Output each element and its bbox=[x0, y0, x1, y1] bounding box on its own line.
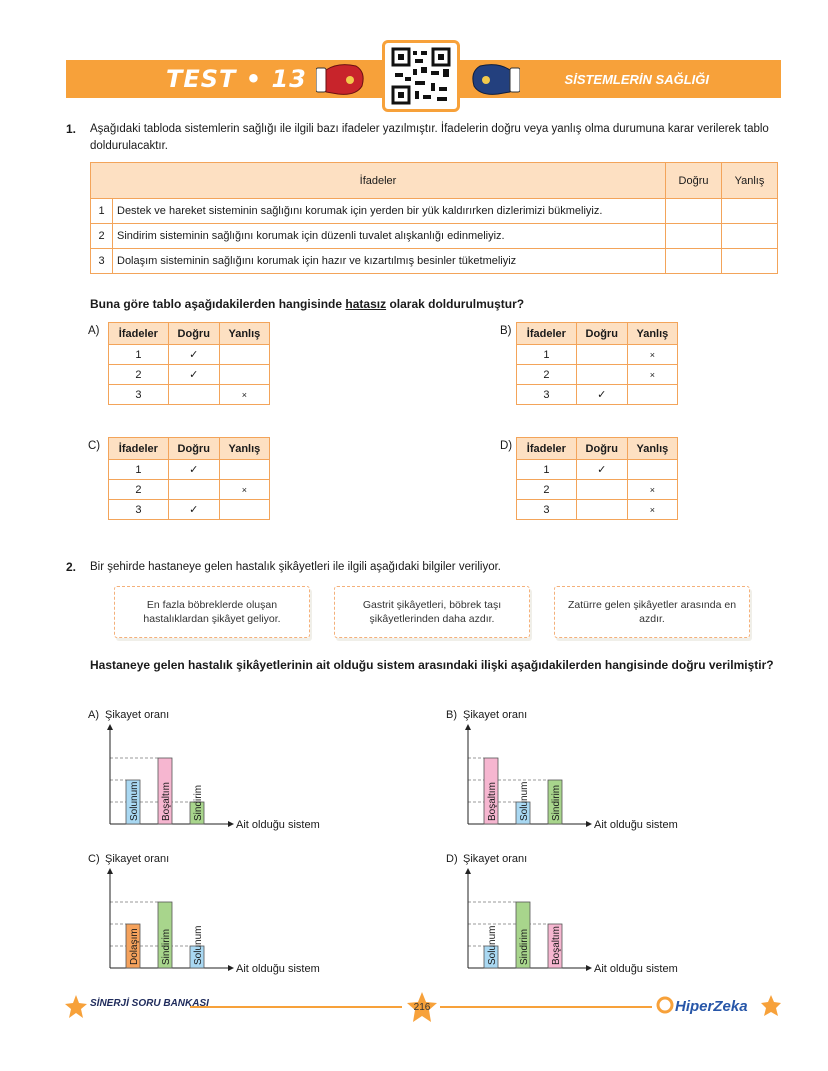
qr-code-frame bbox=[382, 40, 460, 112]
row-number: 2 bbox=[517, 480, 577, 500]
question-1-intro: Aşağıdaki tabloda sistemlerin sağlığı ile ilgili bazı ifadeler yazılmıştır. İfadelerin doğru veya yanlış olma durumuna karar verilerek tablo doldurulacaktır. bbox=[90, 123, 769, 152]
true-mark: ✓ bbox=[576, 385, 627, 405]
subject-title: SİSTEMLERİN SAĞLIĞI bbox=[564, 72, 709, 87]
row-number: 3 bbox=[517, 385, 577, 405]
row-number: 2 bbox=[109, 365, 169, 385]
option-header: Doğru bbox=[576, 323, 627, 345]
bar-label: Solunum bbox=[129, 781, 140, 821]
option-header: Yanlış bbox=[627, 323, 677, 345]
option-header: Yanlış bbox=[627, 438, 677, 460]
prompt-post: olarak doldurulmuştur? bbox=[389, 297, 525, 311]
option-header: Doğru bbox=[168, 438, 219, 460]
option-table[interactable] bbox=[516, 437, 678, 520]
true-mark bbox=[576, 500, 627, 520]
row-number: 2 bbox=[91, 224, 113, 249]
y-axis-arrow bbox=[465, 724, 471, 730]
table-row bbox=[517, 345, 678, 365]
false-mark: × bbox=[627, 480, 677, 500]
row-number: 3 bbox=[109, 500, 169, 520]
bar-label: Solunum bbox=[519, 781, 530, 821]
bar-chart bbox=[88, 848, 338, 978]
table-row bbox=[517, 385, 678, 405]
x-axis-label: Ait olduğu sistem bbox=[236, 819, 320, 831]
false-cell bbox=[722, 249, 778, 274]
row-number: 2 bbox=[517, 365, 577, 385]
row-statement: Sindirim sisteminin sağlığını korumak için düzenli tuvalet alışkanlığı edinmeliyiz. bbox=[113, 224, 666, 249]
row-number: 1 bbox=[91, 199, 113, 224]
false-mark bbox=[219, 345, 269, 365]
header-statements: İfadeler bbox=[91, 163, 666, 199]
table-row bbox=[517, 480, 678, 500]
true-mark bbox=[168, 480, 219, 500]
chart-option-label: A) bbox=[88, 709, 99, 721]
y-axis-arrow bbox=[465, 868, 471, 874]
bar-label: Dolaşım bbox=[129, 928, 140, 965]
row-number: 1 bbox=[517, 460, 577, 480]
table-row bbox=[91, 224, 778, 249]
prompt-pre: Buna göre tablo aşağıdakilerden hangisinde bbox=[90, 297, 343, 311]
chart-option-label: D) bbox=[446, 853, 458, 865]
table-row bbox=[517, 500, 678, 520]
header-false: Yanlış bbox=[722, 163, 778, 199]
row-number: 3 bbox=[109, 385, 169, 405]
question-2-prompt: Hastaneye gelen hastalık şikâyetlerinin ait olduğu sistem arasındaki ilişki aşağıdakilerden hangisinde doğru verilmiştir? bbox=[90, 658, 774, 672]
info-card: Gastrit şikâyetleri, böbrek taşı şikâyetlerinden daha azdır. bbox=[334, 586, 530, 638]
true-mark: ✓ bbox=[576, 460, 627, 480]
option-header: Yanlış bbox=[219, 438, 269, 460]
table-row bbox=[109, 460, 270, 480]
info-card: En fazla böbreklerde oluşan hastalıklardan şikâyet geliyor. bbox=[114, 586, 310, 638]
question-1-prompt bbox=[90, 295, 524, 313]
table-row bbox=[517, 460, 678, 480]
false-mark: × bbox=[627, 500, 677, 520]
true-mark bbox=[576, 345, 627, 365]
question-2-number: 2. bbox=[66, 560, 77, 574]
x-axis-label: Ait olduğu sistem bbox=[594, 819, 678, 831]
false-mark bbox=[219, 460, 269, 480]
row-number: 2 bbox=[109, 480, 169, 500]
true-mark bbox=[168, 385, 219, 405]
bar-label: Solunum bbox=[193, 925, 204, 965]
option-table[interactable] bbox=[108, 322, 270, 405]
false-mark bbox=[219, 365, 269, 385]
qr-code-icon[interactable] bbox=[385, 43, 457, 109]
bar-chart bbox=[446, 848, 696, 978]
statements-table bbox=[90, 162, 778, 274]
row-number: 3 bbox=[517, 500, 577, 520]
info-card: Zatürre gelen şikâyetler arasında en azdır. bbox=[554, 586, 750, 638]
x-axis-arrow bbox=[586, 965, 592, 971]
row-statement: Dolaşım sisteminin sağlığını korumak için hazır ve kızartılmış besinler tüketmeliyiz bbox=[113, 249, 666, 274]
y-axis-arrow bbox=[107, 724, 113, 730]
option-table[interactable] bbox=[516, 322, 678, 405]
table-row bbox=[109, 500, 270, 520]
blue-boxing-glove-icon bbox=[470, 62, 520, 98]
chart-option-label: B) bbox=[446, 709, 457, 721]
false-mark bbox=[219, 500, 269, 520]
y-axis-label: Şikayet oranı bbox=[463, 709, 528, 721]
table-row bbox=[109, 345, 270, 365]
false-mark bbox=[627, 460, 677, 480]
bar-label: Solunum bbox=[487, 925, 498, 965]
option-header: Doğru bbox=[168, 323, 219, 345]
bar-label: Sindirim bbox=[193, 784, 204, 821]
true-mark bbox=[576, 365, 627, 385]
option-label: B) bbox=[500, 325, 512, 337]
bar-label: Boşaltım bbox=[551, 926, 562, 965]
false-cell bbox=[722, 199, 778, 224]
x-axis-arrow bbox=[586, 821, 592, 827]
table-row bbox=[517, 365, 678, 385]
true-cell bbox=[666, 199, 722, 224]
x-axis-label: Ait olduğu sistem bbox=[594, 963, 678, 975]
brand-logo-icon bbox=[656, 996, 674, 1014]
table-row bbox=[109, 480, 270, 500]
option-header: Yanlış bbox=[219, 323, 269, 345]
bar-chart bbox=[88, 704, 338, 834]
true-mark: ✓ bbox=[168, 365, 219, 385]
option-header: İfadeler bbox=[517, 438, 577, 460]
true-mark: ✓ bbox=[168, 500, 219, 520]
x-axis-label: Ait olduğu sistem bbox=[236, 963, 320, 975]
y-axis-arrow bbox=[107, 868, 113, 874]
footer-brand: HiperZeka bbox=[675, 998, 748, 1015]
false-mark: × bbox=[627, 345, 677, 365]
y-axis-label: Şikayet oranı bbox=[105, 853, 170, 865]
option-header: İfadeler bbox=[109, 323, 169, 345]
chart-option-label: C) bbox=[88, 853, 100, 865]
bar-label: Sindirim bbox=[551, 784, 562, 821]
false-mark bbox=[627, 385, 677, 405]
option-header: İfadeler bbox=[109, 438, 169, 460]
bar-label: Sindirim bbox=[519, 928, 530, 965]
row-number: 1 bbox=[109, 460, 169, 480]
option-label: A) bbox=[88, 325, 100, 337]
option-header: İfadeler bbox=[517, 323, 577, 345]
row-number: 3 bbox=[91, 249, 113, 274]
bar-label: Boşaltım bbox=[487, 782, 498, 821]
table-row bbox=[109, 365, 270, 385]
row-statement: Destek ve hareket sisteminin sağlığını korumak için yerden bir yük kaldırırken dizlerimizi bükmeliyiz. bbox=[113, 199, 666, 224]
option-label: D) bbox=[500, 440, 513, 452]
false-mark: × bbox=[219, 480, 269, 500]
y-axis-label: Şikayet oranı bbox=[105, 709, 170, 721]
question-1-number: 1. bbox=[66, 122, 77, 136]
option-header: Doğru bbox=[576, 438, 627, 460]
false-mark: × bbox=[627, 365, 677, 385]
option-table[interactable] bbox=[108, 437, 270, 520]
row-number: 1 bbox=[517, 345, 577, 365]
false-mark: × bbox=[219, 385, 269, 405]
true-cell bbox=[666, 224, 722, 249]
question-2-intro: Bir şehirde hastaneye gelen hastalık şikâyetleri ile ilgili aşağıdaki bilgiler veriliyor. bbox=[90, 561, 502, 573]
bar-chart bbox=[446, 704, 696, 834]
x-axis-arrow bbox=[228, 965, 234, 971]
prompt-emphasis: hatasız bbox=[345, 297, 387, 311]
test-title: TEST • 13 bbox=[166, 65, 307, 93]
table-row bbox=[109, 385, 270, 405]
table-row bbox=[91, 199, 778, 224]
row-number: 1 bbox=[109, 345, 169, 365]
bar-label: Boşaltım bbox=[161, 782, 172, 821]
footer-book-title: SİNERJİ SORU BANKASI bbox=[90, 998, 209, 1009]
true-cell bbox=[666, 249, 722, 274]
red-boxing-glove-icon bbox=[316, 62, 366, 98]
x-axis-arrow bbox=[228, 821, 234, 827]
y-axis-label: Şikayet oranı bbox=[463, 853, 528, 865]
table-row bbox=[91, 249, 778, 274]
header-true: Doğru bbox=[666, 163, 722, 199]
footer-line-left bbox=[190, 1006, 402, 1008]
option-label: C) bbox=[88, 440, 101, 452]
page-number: 216 bbox=[413, 1002, 431, 1013]
star-icon bbox=[64, 994, 88, 1020]
bar-label: Sindirim bbox=[161, 928, 172, 965]
true-mark bbox=[576, 480, 627, 500]
star-icon bbox=[760, 994, 782, 1018]
footer-line-right bbox=[440, 1006, 652, 1008]
true-mark: ✓ bbox=[168, 460, 219, 480]
false-cell bbox=[722, 224, 778, 249]
true-mark: ✓ bbox=[168, 345, 219, 365]
